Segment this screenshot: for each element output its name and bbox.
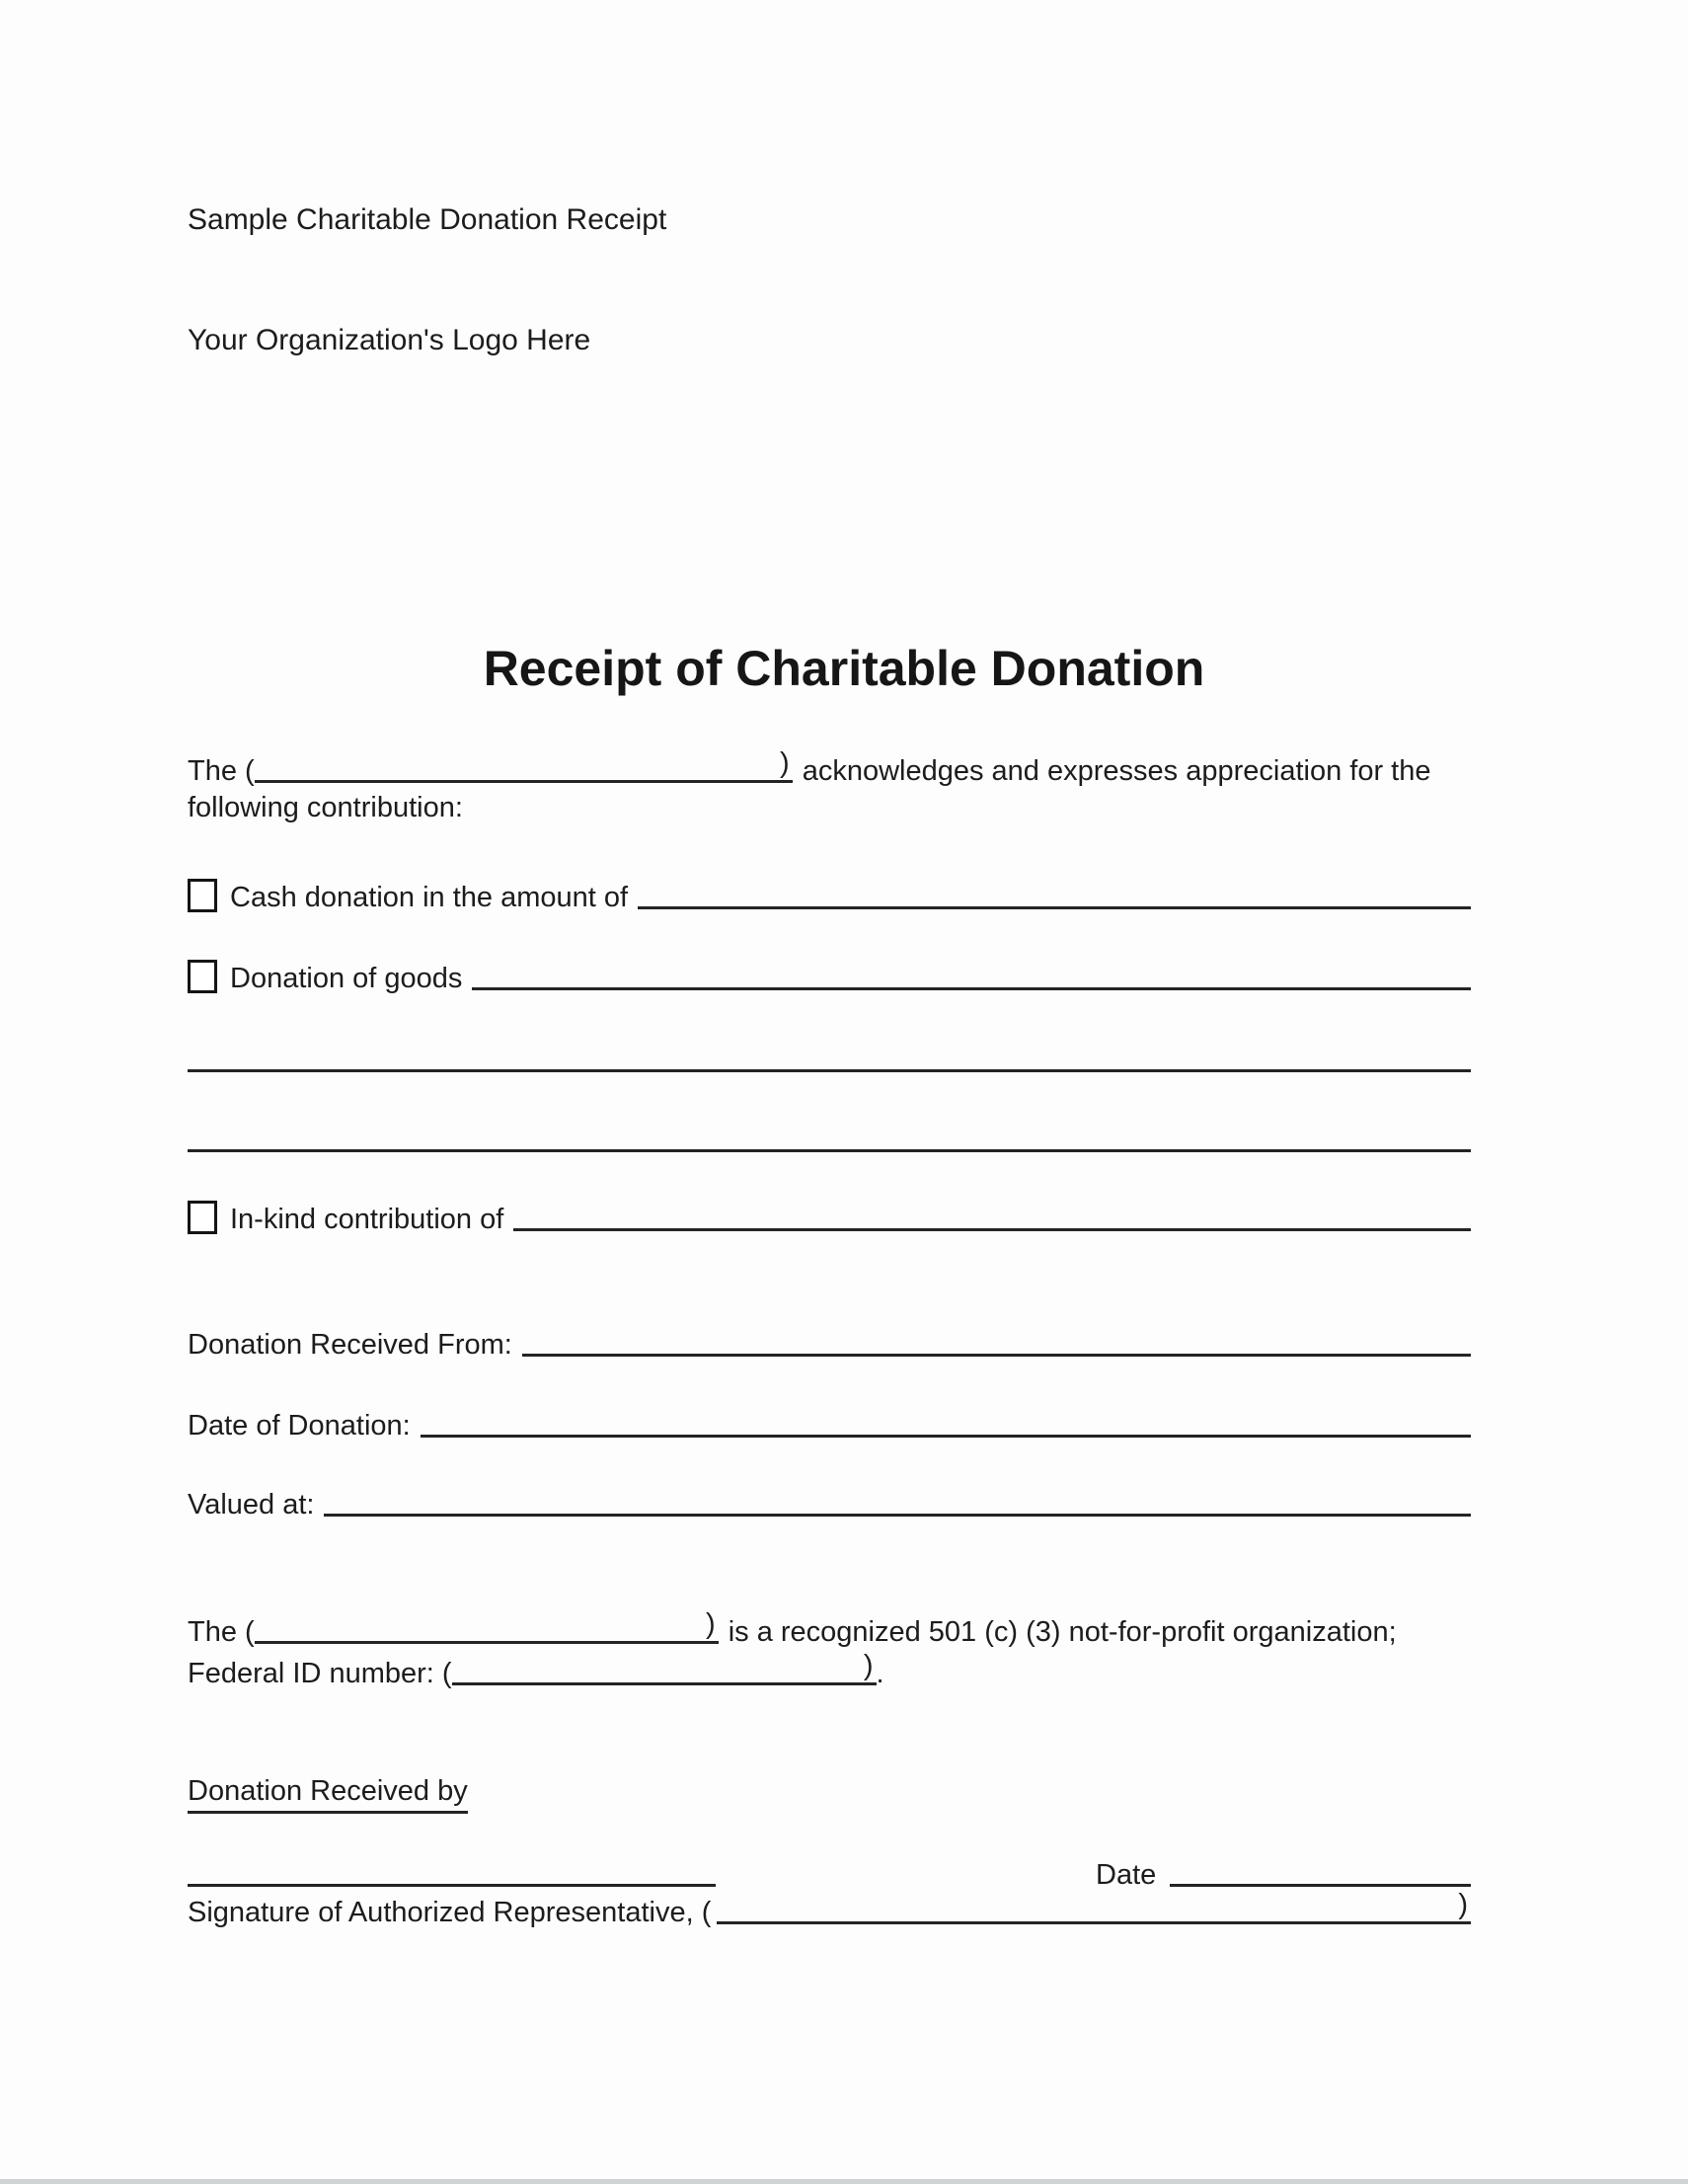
received-from-row: [188, 1322, 1471, 1362]
close-paren-text: ): [863, 1650, 874, 1681]
goods-donation-row: [188, 956, 1471, 995]
valued-at-label: Valued at:: [188, 1489, 315, 1521]
goods-donation-label: Donation of goods: [230, 963, 463, 994]
page-title: Receipt of Charitable Donation: [483, 641, 1205, 696]
inkind-description-blank[interactable]: [513, 1206, 1471, 1231]
signature-date-row: [188, 1852, 1471, 1892]
cash-donation-label: Cash donation in the amount of: [230, 882, 629, 913]
goods-donation-checkbox[interactable]: [188, 960, 217, 993]
goods-continuation-row-1: [188, 1038, 1471, 1077]
date-label: Date: [1096, 1859, 1157, 1891]
representative-name-blank[interactable]: [717, 1889, 1471, 1924]
federal-id-period-text: .: [876, 1658, 884, 1689]
page-bottom-edge: [0, 2179, 1688, 2184]
organization-name-blank[interactable]: [255, 747, 793, 783]
donation-date-row: [188, 1403, 1471, 1443]
donation-date-label: Date of Donation:: [188, 1410, 411, 1442]
sample-document-label: Sample Charitable Donation Receipt: [188, 203, 667, 236]
cash-donation-checkbox[interactable]: [188, 879, 217, 912]
signature-caption-row: [188, 1890, 1471, 1929]
recognition-after-text: is a recognized 501 (c) (3) not-for-profit organization;: [728, 1616, 1397, 1648]
donation-date-blank[interactable]: [421, 1412, 1471, 1438]
federal-id-row: [188, 1651, 1471, 1690]
close-paren-text: ): [780, 747, 790, 779]
federal-id-label: Federal ID number: (: [188, 1658, 452, 1689]
intro-after-text: acknowledges and expresses appreciation for the: [802, 755, 1431, 787]
cash-donation-row: [188, 875, 1471, 914]
signature-caption-label: Signature of Authorized Representative, (: [188, 1897, 712, 1928]
recognition-lead-text: The (: [188, 1616, 255, 1648]
intro-line: [188, 748, 1471, 788]
inkind-contribution-checkbox[interactable]: [188, 1201, 217, 1234]
close-paren-text: ): [706, 1608, 716, 1640]
goods-continuation-blank-2[interactable]: [188, 1127, 1471, 1152]
close-paren-text: ): [1458, 1889, 1468, 1920]
intro-lead-text: The (: [188, 755, 255, 787]
date-blank[interactable]: [1170, 1861, 1471, 1887]
inkind-contribution-label: In-kind contribution of: [230, 1204, 504, 1235]
goods-continuation-row-2: [188, 1118, 1471, 1157]
received-by-heading-wrap: [188, 1775, 468, 1814]
received-from-blank[interactable]: [522, 1331, 1471, 1357]
signature-blank[interactable]: [188, 1861, 716, 1887]
valued-at-blank[interactable]: [324, 1491, 1471, 1517]
goods-continuation-blank-1[interactable]: [188, 1047, 1471, 1072]
recognized-org-name-blank[interactable]: [255, 1608, 719, 1644]
federal-id-blank[interactable]: [452, 1650, 877, 1685]
received-by-heading: Donation Received by: [188, 1775, 468, 1814]
intro-line2-text: following contribution:: [188, 792, 463, 823]
cash-amount-blank[interactable]: [638, 884, 1471, 909]
recognition-line: [188, 1609, 1471, 1649]
received-from-label: Donation Received From:: [188, 1329, 512, 1361]
inkind-contribution-row: [188, 1197, 1471, 1236]
logo-placeholder-text: Your Organization's Logo Here: [188, 324, 591, 356]
valued-at-row: [188, 1482, 1471, 1521]
goods-description-blank[interactable]: [472, 965, 1471, 990]
